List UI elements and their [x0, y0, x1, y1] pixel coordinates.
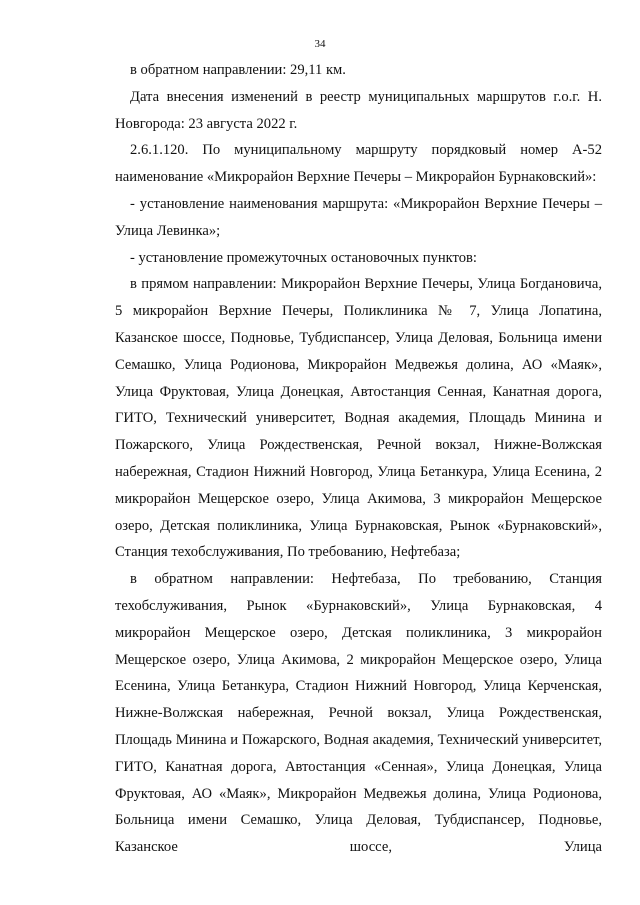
- paragraph-route-a52: 2.6.1.120. По муниципальному маршруту порядковый номер А-52 наименование «Микрорайон Верхние Печеры – Микрорайон Бурнаковский»:: [115, 142, 602, 186]
- paragraph-registry-date: Дата внесения изменений в реестр муниципальных маршрутов г.о.г. Н. Новгорода: 23 августа 2022 г.: [115, 88, 602, 132]
- page-number: 34: [314, 38, 326, 50]
- paragraph-route-name-change: - установление наименования маршрута: «Микрорайон Верхние Печеры – Улица Левинка»;: [115, 195, 602, 239]
- paragraph-return-distance: в обратном направлении: 29,11 км.: [130, 62, 346, 78]
- paragraph-intermediate-stops-heading: - установление промежуточных остановочных пунктов:: [130, 249, 477, 266]
- paragraph-reverse-direction-stops: в обратном направлении: Нефтебаза, По требованию, Станция техобслуживания, Рынок «Бурнаковский», Улица Бурнаковская, 4 микрорайон Мещерское озеро, Детская поликлиника, 3 микрорайон Мещерское озеро, Улица Акимова, 2 микрорайон Мещерское озеро, Улица Есенина, Улица Бетанкура, Стадион Нижний Новгород, Улица Керченская, Нижне-Волжская набережная, Речной вокзал, Улица Рождественская, Площадь Минина и Пожарского, Водная академия, Технический университет, ГИТО, Канатная дорога, Автостанция «Сенная», Улица Донецкая, Улица Фруктовая, АО «Маяк», Микрорайон Медвежья долина, Улица Родионова, Больница имени Семашко, Улица Деловая, Тубдиспансер, Подновье, Казанское шоссе, Улица: [115, 571, 602, 856]
- document-body: [115, 57, 602, 861]
- paragraph-forward-direction-stops: в прямом направлении: Микрорайон Верхние Печеры, Улица Богдановича, 5 микрорайон Верхние Печеры, Поликлиника № 7, Улица Лопатина, Казанское шоссе, Подновье, Тубдиспансер, Улица Деловая, Больница имени Семашко, Улица Родионова, Микрорайон Медвежья долина, АО «Маяк», Улица Фруктовая, Улица Донецкая, Автостанция Сенная, Канатная дорога, ГИТО, Технический университет, Водная академия, Площадь Минина и Пожарского, Улица Рождественская, Речной вокзал, Нижне-Волжская набережная, Стадион Нижний Новгород, Улица Бетанкура, Улица Есенина, 2 микрорайон Мещерское озеро, Улица Акимова, 3 микрорайон Мещерское озеро, Детская поликлиника, Улица Бурнаковская, Рынок «Бурнаковский», Станция техобслуживания, По требованию, Нефтебаза;: [115, 276, 602, 561]
